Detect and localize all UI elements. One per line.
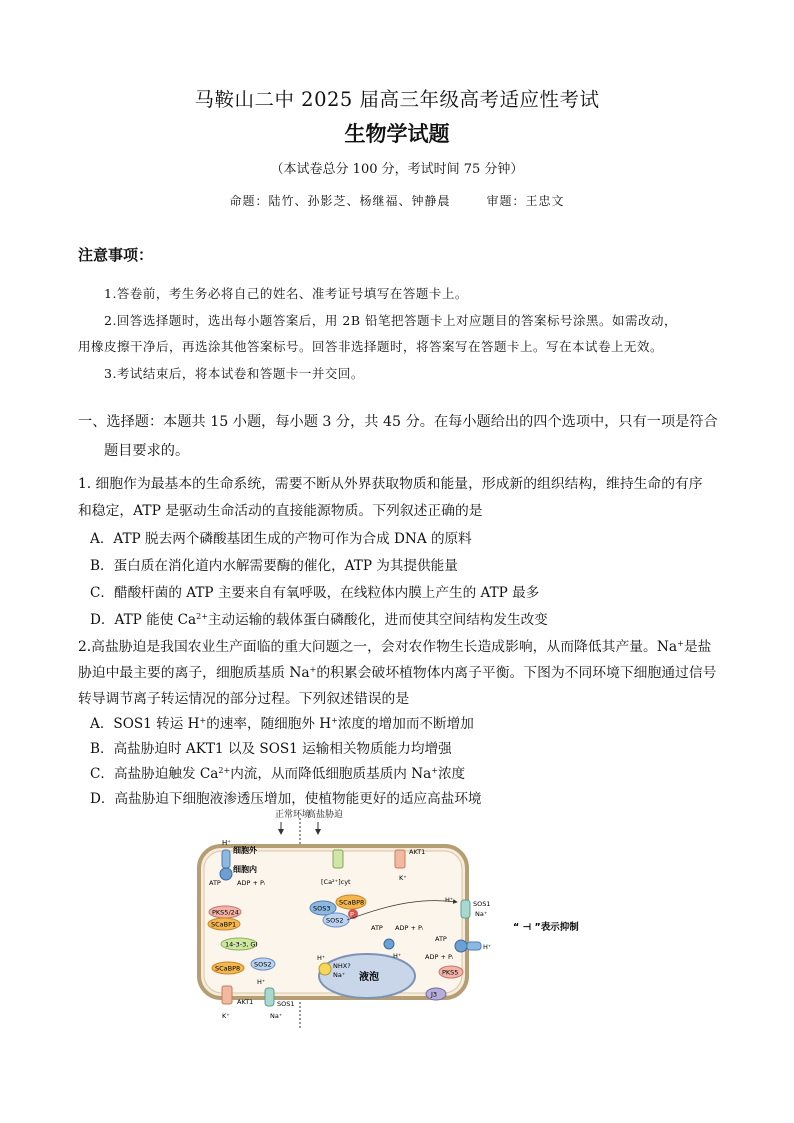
q2-option-c-2: 内流，从而降低细胞质基质内 Na [230,766,432,782]
exam-title: 马鞍山二中 2025 届高三年级高考适应性考试 [194,88,600,111]
h-ion-left-bottom: H⁺ [257,978,266,986]
h-ion-right-2: H⁺ [483,943,492,951]
h-ion-vacuole: H⁺ [317,954,326,962]
q2-option-c-3: 浓度 [437,766,466,782]
q1-option-a: A．ATP 脱去两个磷酸基团生成的产物可作为合成 DNA 的原料 [90,531,472,547]
scabp1-label: SCaBP1 [211,920,237,929]
q2-stem-1b: 是盐 [683,639,712,655]
q1-option-b: B．蛋白质在消化道内水解需要酶的催化，ATP 为其提供能量 [90,558,458,574]
q2-stem-2b: 的积累会破坏植物体内离子平衡。下图为不同环境下细胞通过信号 [316,665,717,681]
adp-3: ADP + Pᵢ [425,953,454,961]
q2-stem-line-3: 转导调节离子转运情况的部分过程。下列叙述错误的是 [78,691,410,707]
akt1-right [395,850,405,868]
section-heading-line-2: 题目要求的。 [104,443,190,459]
sos1-label-left: SOS1 [277,1000,295,1008]
nhx-transporter [319,963,331,975]
q2-option-c [90,762,465,782]
reviewer: 审题：王忠文 [486,194,565,208]
notice-line-2a: 2.回答选择题时，选出每小题答案后，用 2B 铅笔把答题卡上对应题目的答案标号涂黑。如需改动， [104,313,678,328]
q1-option-d [90,608,548,628]
pks5-label: PKS5 [442,968,459,977]
notice-heading: 注意事项： [78,246,154,264]
q1-option-d-text-1: D．ATP 能使 Ca [90,612,197,628]
h-ion-1: H⁺ [222,839,231,847]
q1-stem-line-2: 和稳定，ATP 是驱动生命活动的直接能源物质。下列叙述正确的是 [78,503,483,519]
ca-channel [333,850,343,868]
authors-line [0,192,794,209]
label-stress: 高盐胁迫 [307,810,344,820]
adp-2: ADP + Pᵢ [395,924,424,932]
vacuole-label: 液泡 [359,972,379,983]
q2-option-c-sup-1: 2+ [218,766,231,775]
phosphate-label: P [350,910,354,919]
atp-1: ATP [209,879,221,887]
scabp8-label-right: SCaBP8 [339,898,365,907]
q2-stem-line-1 [78,635,711,655]
pks524-label: PKS5/24 [212,908,239,917]
score-note: （本试卷总分 100 分，考试时间 75 分钟） [270,162,524,177]
notice-line-1: 1.答卷前，考生务必将自己的姓名、准考证号填写在答题卡上。 [104,286,468,301]
k-ion-left: K⁺ [222,1012,230,1020]
gi-label: 14-3-3, GI [225,940,258,949]
notice-line-3: 3.考试结束后，将本试卷和答题卡一并交回。 [104,366,364,381]
q2-option-d: D．高盐胁迫下细胞液渗透压增加，使植物能更好的适应高盐环境 [90,791,482,807]
q2-stem-1-sup: + [677,639,684,648]
h-pump-right [455,940,467,952]
ca-label: [Ca²⁺]cyt [321,878,351,886]
na-ion-right: Na⁺ [475,910,488,918]
inhibit-legend: “ ⊣ ”表示抑制 [513,922,579,933]
q2-option-a [90,712,474,732]
nhx-label: NHX? [333,962,351,970]
sos1-label-right: SOS1 [473,900,491,908]
h-ion-right: H⁺ [445,896,454,904]
akt1-label-left: AKT1 [237,998,254,1006]
q2-stem-2-sup: + [309,665,317,674]
ion-transport-diagram [195,806,605,1028]
sos2-label-right: SOS2 [326,916,344,925]
section-heading-line-1: 一、选择题：本题共 15 小题，每小题 3 分，共 45 分。在每小题给出的四个选项中，只有一项是符合 [78,414,718,430]
q2-option-a-2: 的速率，随细胞外 H [206,716,332,732]
na-ion-vacuole: Na⁺ [333,971,346,979]
q1-option-d-text-2: 主动运输的载体蛋白磷酸化，进而使其空间结构发生改变 [207,612,548,628]
akt1-left [222,986,232,1004]
atp-2: ATP [371,924,383,932]
notice-line-2b: 用橡皮擦干净后，再选涂其他答案标号。回答非选择题时，将答案写在答题卡上。写在本试卷上无效。 [78,339,664,354]
authors: 命题：陆竹、孙影芝、杨继福、钟静晨 [229,194,451,208]
q2-stem-line-2 [78,661,716,681]
q2-option-a-sup-1: + [199,716,207,725]
label-inside: 细胞内 [233,865,257,874]
q1-stem-line-1: 1. 细胞作为最基本的生命系统，需要不断从外界获取物质和能量，形成新的组织结构，维持生命的有序 [78,476,703,492]
q2-stem-1a: 2.高盐胁迫是我国农业生产面临的重大问题之一，会对农作物生长造成影响，从而降低其产量。Na [78,639,678,655]
v-atpase [384,939,394,949]
q2-option-a-1: A．SOS1 转运 H [90,716,200,732]
q2-option-a-3: 浓度的增加而不断增加 [337,716,474,732]
label-normal: 正常环境 [275,810,312,820]
sos1-left [265,988,274,1006]
k-ion-right: K⁺ [399,874,407,882]
label-outside: 细胞外 [233,846,257,855]
q2-option-b: B．高盐胁迫时 AKT1 以及 SOS1 运输相关物质能力均增强 [90,741,452,757]
q2-option-c-1: C．高盐胁迫触发 Ca [90,766,219,782]
q2-stem-2a: 胁迫中最主要的离子，细胞质基质 Na [78,665,310,681]
scabp8-label-left: SCaBP8 [215,964,241,973]
j3-label: J3 [431,990,438,999]
subject-title: 生物学试题 [344,122,450,146]
akt1-label-right: AKT1 [409,848,426,856]
q1-option-c: C．醋酸杆菌的 ATP 主要来自有氧呼吸，在线粒体内膜上产生的 ATP 最多 [90,585,540,601]
atp-3: ATP [435,935,447,943]
na-ion-left: Na⁺ [270,1012,283,1020]
q2-option-a-sup-2: + [331,716,338,725]
sos1-right [461,900,470,918]
sos3-label: SOS3 [313,904,331,913]
adp-1: ADP + Pᵢ [237,879,266,887]
q2-option-c-sup-2: + [431,766,438,775]
h-pump-left [222,850,230,868]
sos2-label-left: SOS2 [254,960,272,969]
h-ion-vacuole-2: H⁺ [393,952,402,960]
q1-option-d-sup: 2+ [196,612,208,621]
